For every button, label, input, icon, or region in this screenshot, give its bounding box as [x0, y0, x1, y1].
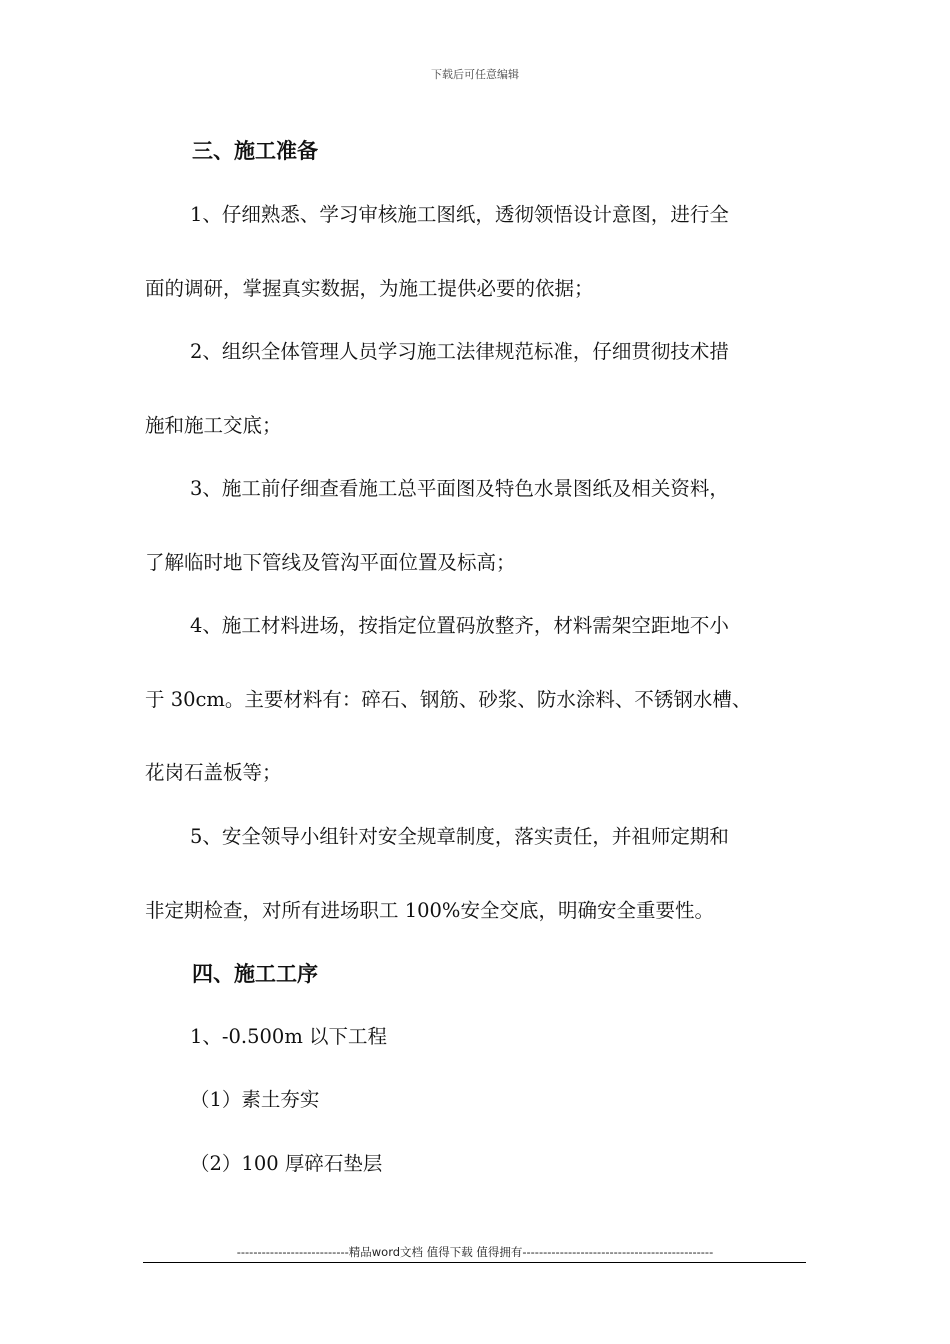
item-5-line-1: 5、安全领导小组针对安全规章制度，落实责任，并祖师定期和: [190, 825, 729, 848]
subsection-1-item-2: （2）100 厚碎石垫层: [190, 1152, 383, 1175]
subsection-1-title: 1、-0.500m 以下工程: [190, 1025, 388, 1048]
item-4-line-1: 4、施工材料进场，按指定位置码放整齐，材料需架空距地不小: [190, 614, 729, 637]
footer-text: ---------------------------精品word文档 值得下载 值得拥有----------------------------------------------: [236, 1245, 714, 1259]
item-4-line-3: 花岗石盖板等；: [145, 761, 282, 784]
item-1-line-2: 面的调研，掌握真实数据，为施工提供必要的依据；: [145, 277, 594, 300]
item-5-line-2: 非定期检查，对所有进场职工 100%安全交底，明确安全重要性。: [145, 899, 714, 922]
footer-rule: [143, 1262, 806, 1263]
subsection-1-item-1: （1）素土夯实: [190, 1088, 320, 1111]
section-3-title: 三、施工准备: [192, 138, 318, 163]
item-3-line-2: 了解临时地下管线及管沟平面位置及标高；: [145, 551, 516, 574]
section-4-title: 四、施工工序: [192, 961, 318, 986]
header-note: 下载后可任意编辑: [431, 68, 519, 81]
item-2-line-2: 施和施工交底；: [145, 414, 282, 437]
item-1-line-1: 1、仔细熟悉、学习审核施工图纸，透彻领悟设计意图，进行全: [190, 203, 729, 226]
item-2-line-1: 2、组织全体管理人员学习施工法律规范标准，仔细贯彻技术措: [190, 340, 729, 363]
item-3-line-1: 3、施工前仔细查看施工总平面图及特色水景图纸及相关资料，: [190, 477, 729, 500]
item-4-line-2: 于 30cm。主要材料有：碎石、钢筋、砂浆、防水涂料、不锈钢水槽、: [145, 688, 752, 711]
